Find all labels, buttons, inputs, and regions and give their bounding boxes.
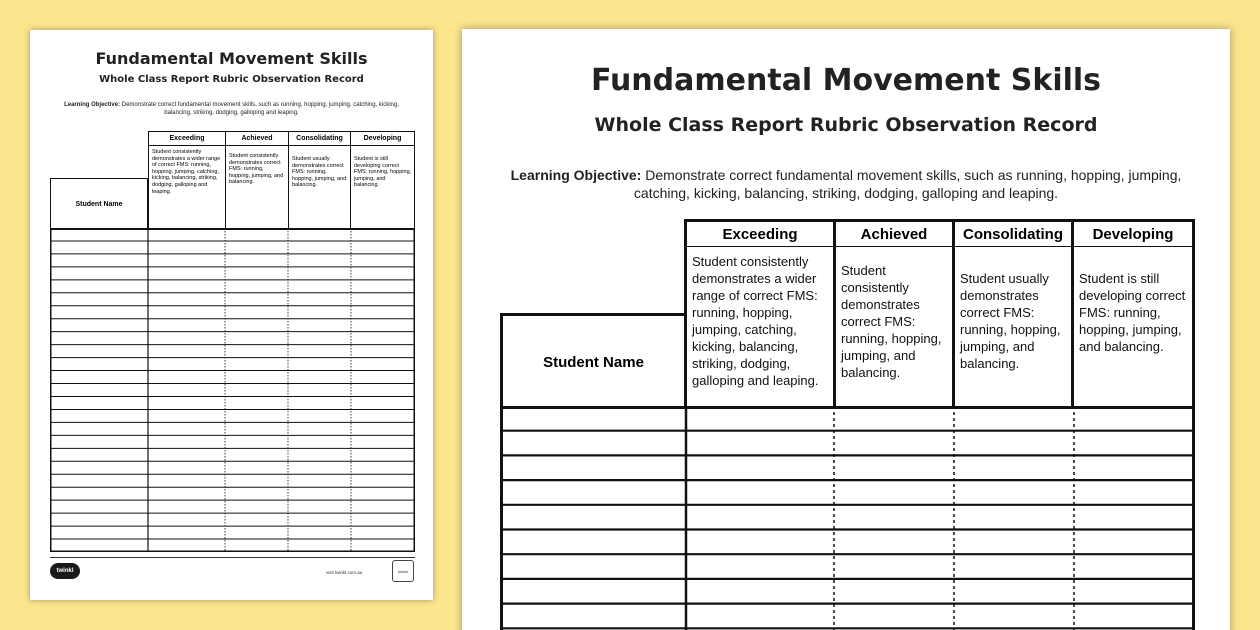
grid-border [51, 229, 415, 552]
column-header-achieved [833, 219, 955, 409]
column-header-exceeding [684, 219, 836, 409]
col-desc: Student usually demonstrates correct FMS: running, hopping, jumping, and balancing. [292, 156, 347, 189]
col-desc: Student consistently demonstrates correct FMS: running, hopping, jumping, and balancing. [841, 263, 942, 380]
col-label: Consolidating [289, 132, 350, 146]
col-desc: Student is still developing correct FMS: running, hopping, jumping, and balancing. [1079, 271, 1186, 354]
thumbnail-title: Fundamental Movement Skills [95, 49, 368, 68]
col-desc: Student usually demonstrates correct FMS: running, hopping, jumping, and balancing. [960, 271, 1061, 371]
col-desc: Student consistently demonstrates a wider range of correct FMS: running, hopping, jumping, catching, kicking, balancing, striking, dodging, galloping and leaping. [692, 254, 819, 388]
footer-url: visit twinkl.com.au [326, 570, 363, 575]
col-label: Exceeding [687, 222, 833, 247]
thumbnail-page [30, 30, 433, 600]
col-label: Exceeding [149, 132, 225, 146]
objective-label: Learning Objective: [510, 167, 642, 183]
thumbnail-col-consolidating [288, 131, 351, 230]
column-header-developing [1071, 219, 1195, 409]
row-lines [50, 241, 415, 539]
student-name-header: Student Name [500, 313, 687, 409]
thumbnail-rows-grid [50, 228, 415, 552]
zoomed-page [462, 29, 1230, 630]
thumbnail-col-exceeding [148, 131, 226, 230]
col-label: Achieved [226, 132, 288, 146]
col-desc: Student consistently demonstrates a wider range of correct FMS: running, hopping, jumping, catching, kicking, balancing, striking, dodging, galloping and leaping. [152, 149, 221, 195]
footer-rule [50, 557, 415, 558]
objective-text: Demonstrate correct fundamental movement skills, such as running, hopping, jumping, catching, kicking, balancing, striking, dodging, galloping and leaping. [121, 102, 399, 116]
thumbnail-student-name-header: Student Name [50, 178, 148, 230]
col-desc: Student consistently demonstrates correct FMS: running, hopping, jumping, and balancing. [229, 153, 284, 186]
objective-label: Learning Objective: [64, 102, 121, 108]
objective-text: Demonstrate correct fundamental movement skills, such as running, hopping, jumping, catching, kicking, balancing, striking, dodging, galloping and leaping. [633, 167, 1182, 201]
thumbnail-col-developing [350, 131, 415, 230]
col-label: Achieved [836, 222, 952, 247]
row-lines [500, 431, 1195, 630]
page-title: Fundamental Movement Skills [590, 63, 1102, 98]
twinkl-logo: twinkl [50, 563, 80, 579]
twinkl-badge-icon: twinkl [392, 560, 414, 582]
learning-objective [502, 166, 1190, 202]
thumbnail-objective [58, 101, 405, 117]
page-subtitle: Whole Class Report Rubric Observation Record [594, 114, 1098, 136]
column-header-consolidating [952, 219, 1074, 409]
col-desc: Student is still developing correct FMS: running, hopping, jumping, and balancing. [354, 156, 412, 189]
student-rows-grid [500, 406, 1195, 630]
col-label: Consolidating [955, 222, 1071, 247]
col-label: Developing [351, 132, 414, 146]
col-label: Developing [1074, 222, 1192, 247]
thumbnail-subtitle: Whole Class Report Rubric Observation Record [99, 74, 364, 85]
thumbnail-col-achieved [225, 131, 289, 230]
